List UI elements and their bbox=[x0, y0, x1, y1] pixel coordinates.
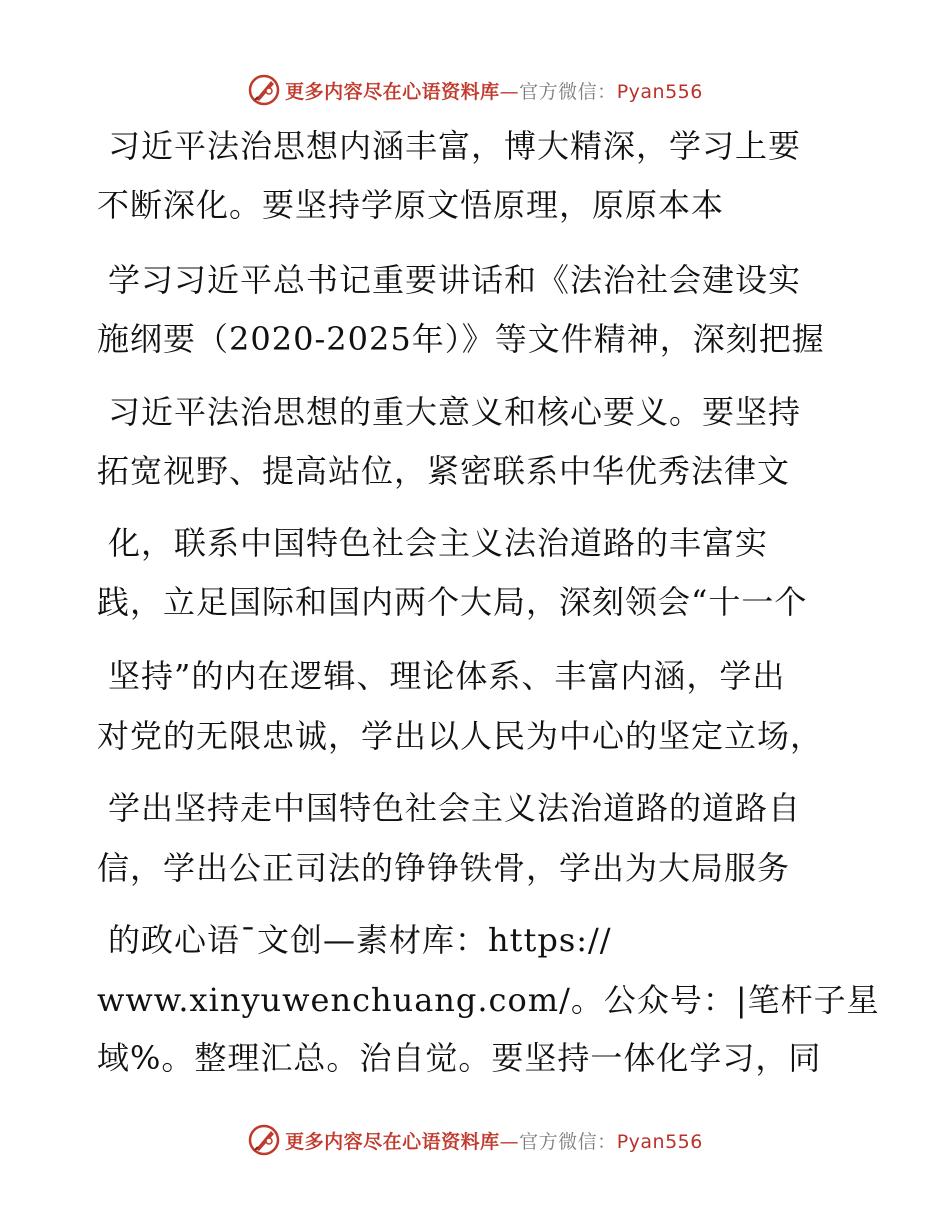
body-line-3: 学习习近平总书记重要讲话和《法治社会建设实 bbox=[108, 261, 802, 299]
banner-text bbox=[285, 1127, 703, 1154]
body-line-15: 域%。整理汇总。治自觉。要坚持一体化学习，同 bbox=[97, 1039, 822, 1077]
banner-site-name: 更多内容尽在心语资料库 bbox=[285, 80, 500, 103]
body-line-4: 施纲要（2020-2025年）》等文件精神，深刻把握 bbox=[97, 320, 825, 358]
body-line-1: 习近平法治思想内涵丰富，博大精深，学习上要 bbox=[108, 127, 802, 165]
footer-watermark-banner bbox=[0, 1120, 950, 1160]
body-line-12: 信，学出公正司法的铮铮铁骨，学出为大局服务 bbox=[97, 849, 791, 887]
banner-dash: — bbox=[499, 80, 520, 103]
body-line-2: 不断深化。要坚持学原文悟原理，原原本本 bbox=[97, 186, 725, 224]
banner-wechat-label: 官方微信： bbox=[519, 1130, 617, 1153]
body-line-8: 践，立足国际和国内两个大局，深刻领会“十一个 bbox=[97, 583, 808, 621]
quill-pen-circle-icon bbox=[247, 1123, 281, 1157]
body-line-5: 习近平法治思想的重大意义和核心要义。要坚持 bbox=[108, 393, 802, 431]
banner-wechat-label: 官方微信： bbox=[519, 80, 617, 103]
body-line-13: 的政心语¯文创—素材库：https:// bbox=[108, 921, 612, 959]
body-line-10: 对党的无限忠诚，学出以人民为中心的坚定立场， bbox=[97, 717, 824, 755]
body-line-11: 学出坚持走中国特色社会主义法治道路的道路自 bbox=[108, 789, 802, 827]
banner-wechat-id: Pyan556 bbox=[616, 80, 703, 103]
banner-wechat-id: Pyan556 bbox=[616, 1130, 703, 1153]
body-line-14: www.xinyuwenchuang.com/。公众号：|笔杆子星 bbox=[97, 981, 880, 1019]
banner-site-name: 更多内容尽在心语资料库 bbox=[285, 1130, 500, 1153]
body-line-7: 化，联系中国特色社会主义法治道路的丰富实 bbox=[108, 524, 769, 562]
banner-dash: — bbox=[499, 1130, 520, 1153]
body-line-9: 坚持”的内在逻辑、理论体系、丰富内涵，学出 bbox=[108, 657, 786, 695]
body-line-6: 拓宽视野、提高站位，紧密联系中华优秀法律文 bbox=[97, 452, 791, 490]
